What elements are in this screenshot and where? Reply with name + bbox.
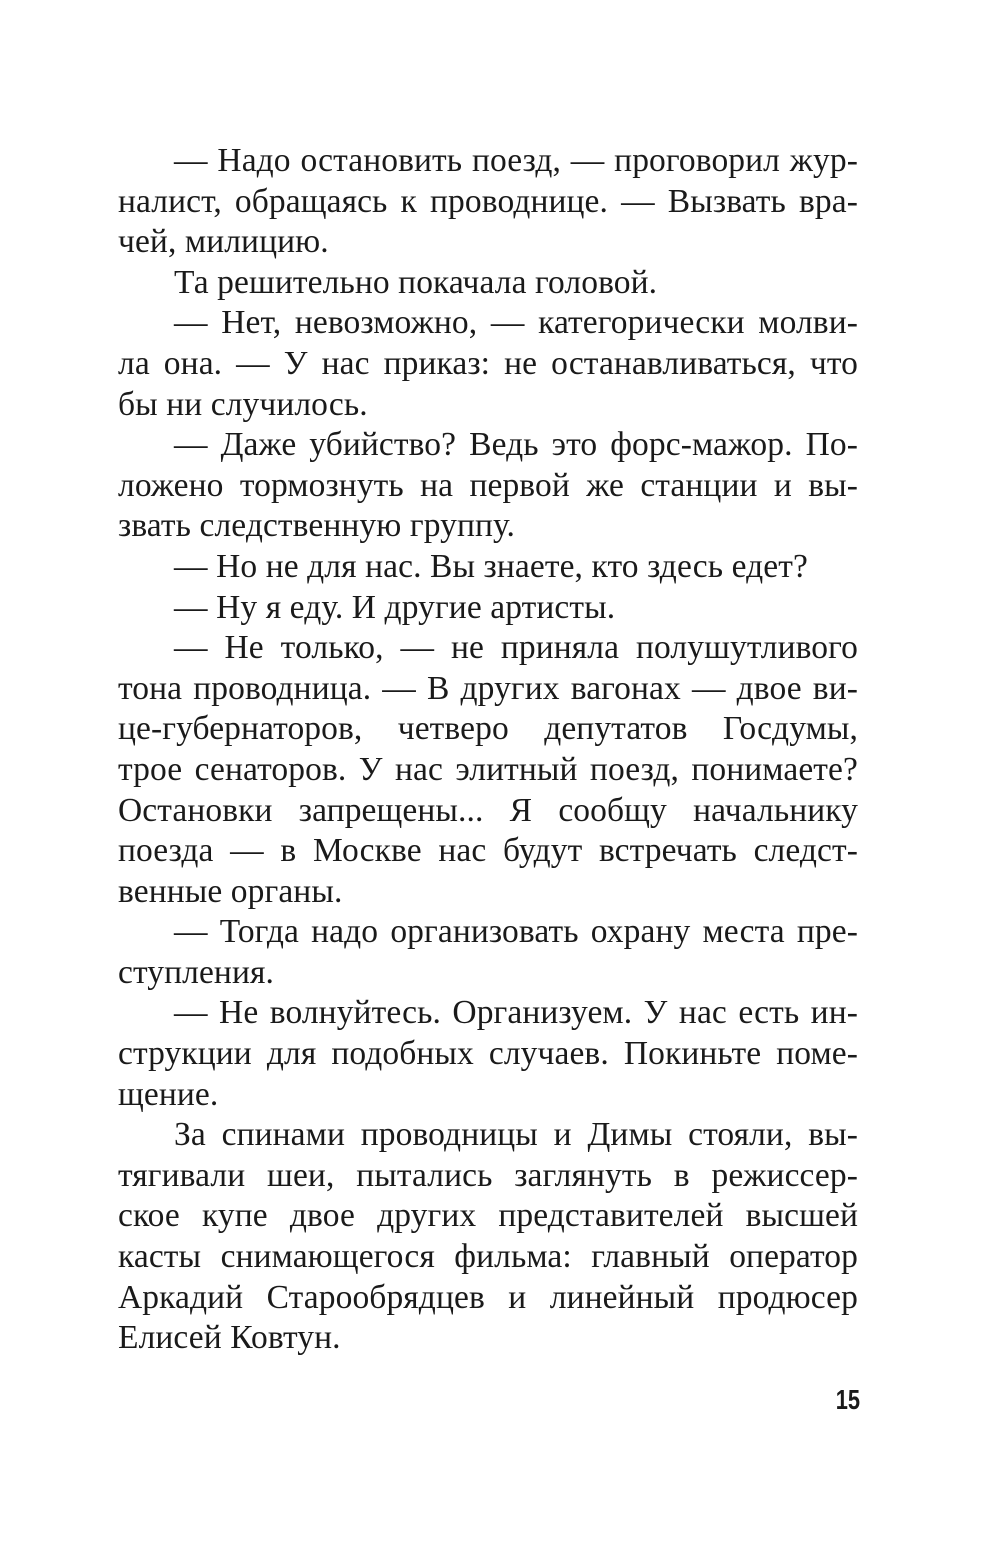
text-line: Та решительно покачала головой. (174, 263, 658, 301)
text-line: налист, обращаясь к проводнице. — Вызвать вра- (118, 182, 858, 220)
text-line: Остановки запрещены... Я сообщу начальнику (118, 791, 858, 829)
text-line: тона проводница. — В других вагонах — двое ви- (118, 669, 858, 707)
text-line: — Тогда надо организовать охрану места пре- (174, 913, 858, 951)
text-line: поезда — в Москве нас будут встречать следст- (118, 832, 858, 870)
text-line: За спинами проводницы и Димы стояли, вы- (174, 1116, 858, 1154)
text-line: звать следственную группу. (118, 507, 515, 545)
text-line: трое сенаторов. У нас элитный поезд, понимаете? (118, 750, 858, 788)
text-line: касты снимающегося фильма: главный оператор (118, 1238, 858, 1276)
text-line: — Не только, — не приняла полушутливого (174, 629, 858, 667)
text-line: венные органы. (118, 872, 343, 910)
text-line: — Нет, невозможно, — категорически молви- (174, 304, 858, 342)
text-line: — Не волнуйтесь. Организуем. У нас есть ин- (174, 994, 858, 1032)
text-line: щение. (118, 1075, 219, 1113)
text-line: — Ну я еду. И другие артисты. (174, 588, 616, 626)
text-line: ложено тормознуть на первой же станции и вы- (118, 466, 858, 504)
text-line: Елисей Ковтун. (118, 1319, 341, 1357)
text-line: ское купе двое других представителей высшей (118, 1197, 858, 1235)
text-line: — Надо остановить поезд, — проговорил жур- (174, 142, 858, 179)
body-text (118, 141, 858, 1359)
text-line: — Даже убийство? Ведь это форс-мажор. По- (174, 426, 858, 464)
text-line: це-губернаторов, четверо депутатов Госдумы, (118, 710, 858, 748)
text-line: чей, милицию. (118, 223, 329, 261)
page-number: 15 (835, 1384, 860, 1415)
text-line: Аркадий Старообрядцев и линейный продюсер (118, 1278, 858, 1316)
text-line: ла она. — У нас приказ: не останавливаться, что (118, 344, 858, 382)
text-line: тягивали шеи, пытались заглянуть в режиссер- (118, 1156, 858, 1194)
text-line: ступления. (118, 953, 274, 991)
text-line: бы ни случилось. (118, 385, 368, 423)
text-line: — Но не для нас. Вы знаете, кто здесь едет? (174, 547, 808, 585)
text-line: струкции для подобных случаев. Покиньте поме- (118, 1035, 858, 1073)
